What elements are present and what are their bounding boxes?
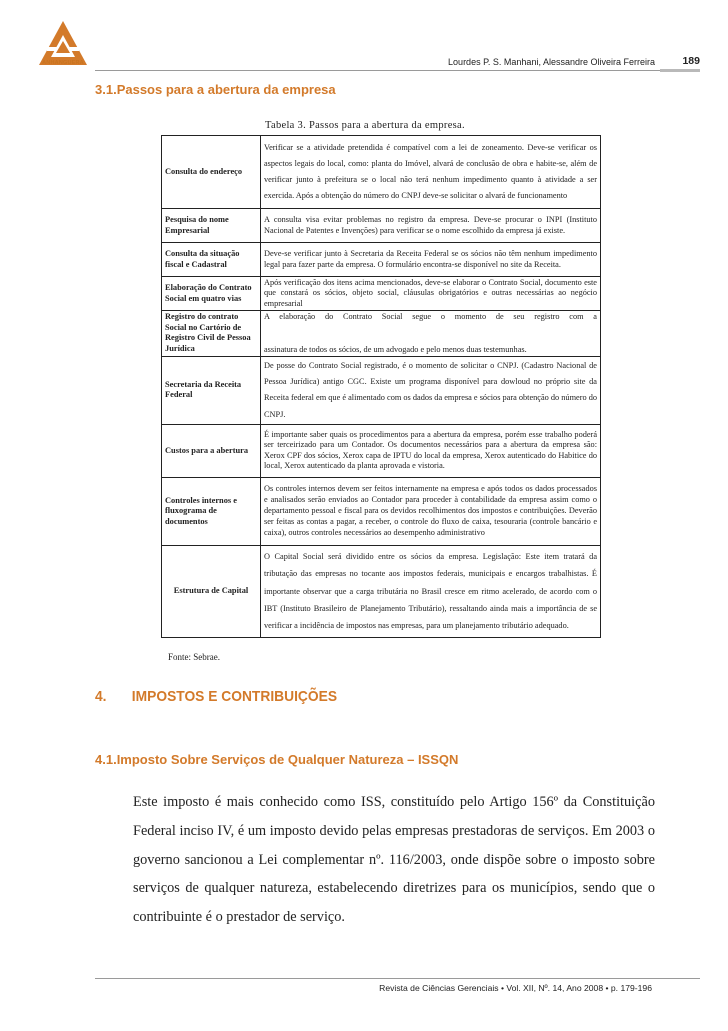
row-text: Após verificação dos itens acima mencionados, deve-se elaborar o Contrato Social, documento este que constará os sócios, objeto social, cláusulas obrigatórios e outras necessárias ao negócio empresarial	[261, 277, 601, 311]
section-number: 4.	[95, 688, 107, 705]
row-text	[261, 311, 601, 357]
table-row	[162, 424, 601, 477]
footer-rule	[95, 978, 700, 979]
table-row	[162, 357, 601, 425]
row-text: Os controles internos devem ser feitos internamente na empresa e após todos os dados processados e analisados serão enviados ao Contador para proceder à contabilidade da empresa assim como o departamento pessoal e fiscal para os devidos recolhimentos dos impostos e contribuições. Deverão ser feitas as contas a pagar, a receber, o controle do fluxo de caixa, tesouraria (controle bancário e caixa), outros controles necessários ao desempenho administrativo	[261, 477, 601, 545]
section-title: Imposto Sobre Serviços de Qualquer Natureza – ISSQN	[116, 752, 459, 767]
section-title: IMPOSTOS E CONTRIBUIÇÕES	[131, 688, 338, 705]
row-label: Registro do contrato Social no Cartório de Registro Civil de Pessoa Jurídica	[162, 311, 261, 357]
running-head: Lourdes P. S. Manhani, Alessandre Oliveira Ferreira	[448, 57, 655, 67]
section-4-1-heading	[95, 752, 458, 767]
section-title: Passos para a abertura da empresa	[116, 82, 336, 97]
page-number: 189	[682, 55, 700, 67]
section-number: 3.1.	[95, 82, 117, 97]
row-text-bottom: assinatura de todos os sócios, de um advogado e pelo menos duas testemunhas.	[264, 345, 527, 355]
row-label: Elaboração do Contrato Social em quatro vias	[162, 277, 261, 311]
row-text-top: A elaboração do Contrato Social segue o momento de seu registro com a	[264, 311, 597, 321]
row-label: Consulta da situação fiscal e Cadastral	[162, 243, 261, 277]
row-label: Custos para a abertura	[162, 424, 261, 477]
header-rule	[95, 70, 700, 71]
table-row	[162, 311, 601, 357]
table-row	[162, 545, 601, 637]
table-row	[162, 243, 601, 277]
row-text: O Capital Social será dividido entre os sócios da empresa. Legislação: Este item tratará da tributação das empresas no tocante aos impostos federais, municipais e encargos trabalhistas. É importante observar que a carga tributária no Brasil cresce em ritmo acelerado, de acordo com o IBT (Instituto Brasileiro de Planejamento Tributário), ressaltando ainda mais a importância de se verificar a incidência de impostos nas empresas, para um planejamento tributário adequado.	[261, 545, 601, 637]
row-text: De posse do Contrato Social registrado, é o momento de solicitar o CNPJ. (Cadastro Nacional de Pessoa Jurídica) antigo CGC. Existe um programa disponível para dowloud no próprio site da Receita federal em que é alimentado com os dados da empresa e sócios para obtenção do número do CNPJ.	[261, 357, 601, 425]
steps-table	[161, 135, 601, 638]
row-label: Secretaria da Receita Federal	[162, 357, 261, 425]
row-label: Estrutura de Capital	[162, 545, 261, 637]
row-label: Pesquisa do nome Empresarial	[162, 209, 261, 243]
footer-citation: Revista de Ciências Gerenciais • Vol. XII, Nº. 14, Ano 2008 • p. 179-196	[379, 983, 652, 993]
table-caption: Tabela 3. Passos para a abertura da empresa.	[265, 120, 465, 131]
section-3-1-heading	[95, 82, 336, 97]
section-4-heading	[95, 688, 337, 705]
logo-wordmark: ANHANGUERA	[42, 60, 84, 66]
table-row	[162, 277, 601, 311]
body-paragraph: Este imposto é mais conhecido como ISS, constituído pelo Artigo 156º da Constituição Federal inciso IV, é um imposto devido pelas empresas prestadoras de serviços. Em 2003 o governo sancionou a Lei complementar nº. 116/2003, onde dispõe sobre o imposto sobre serviços de qualquer natureza, estabelecendo diretrizes para os municípios, sendo que o contribuinte é o prestador de serviço.	[133, 794, 655, 926]
row-text: Verificar se a atividade pretendida é compatível com a lei de zoneamento. Deve-se verificar os aspectos legais do local, como: planta do Imóvel, alvará de conclusão de obra e habite-se, além de verificar junto à prefeitura se o local não terá nenhum impedimento quanto à atividade a ser exercida. Após a obtenção do número do CNPJ deve-se solicitar o alvará de funcionamento	[261, 136, 601, 209]
table-row	[162, 477, 601, 545]
row-label: Controles internos e fluxograma de documentos	[162, 477, 261, 545]
table-row	[162, 209, 601, 243]
row-label: Consulta do endereço	[162, 136, 261, 209]
table-source: Fonte: Sebrae.	[168, 652, 220, 662]
anhanguera-logo-icon	[37, 14, 89, 76]
section-number: 4.1.	[95, 752, 117, 767]
row-text: É importante saber quais os procedimentos para a abertura da empresa, porém esse trabalho poderá ser terceirizado para um Contador. Os documentos necessários para a abertura da empresa são: Xerox CPF dos sócios, Xerox capa de IPTU do local da empresa, Xerox autenticado do Habitice do local, Xerox autenticado da planta aprovada e vistoria.	[261, 424, 601, 477]
table-row	[162, 136, 601, 209]
row-text: A consulta visa evitar problemas no registro da empresa. Deve-se procurar o INPI (Instituto Nacional de Patentes e Invenções) para verificar se o nome escolhido da empresa já existe.	[261, 209, 601, 243]
header-rule-accent	[660, 69, 700, 72]
row-text: Deve-se verificar junto à Secretaria da Receita Federal se os sócios não têm nenhum impedimento legal para fazer parte da empresa. O formulário encontra-se disponível no site da Receita.	[261, 243, 601, 277]
